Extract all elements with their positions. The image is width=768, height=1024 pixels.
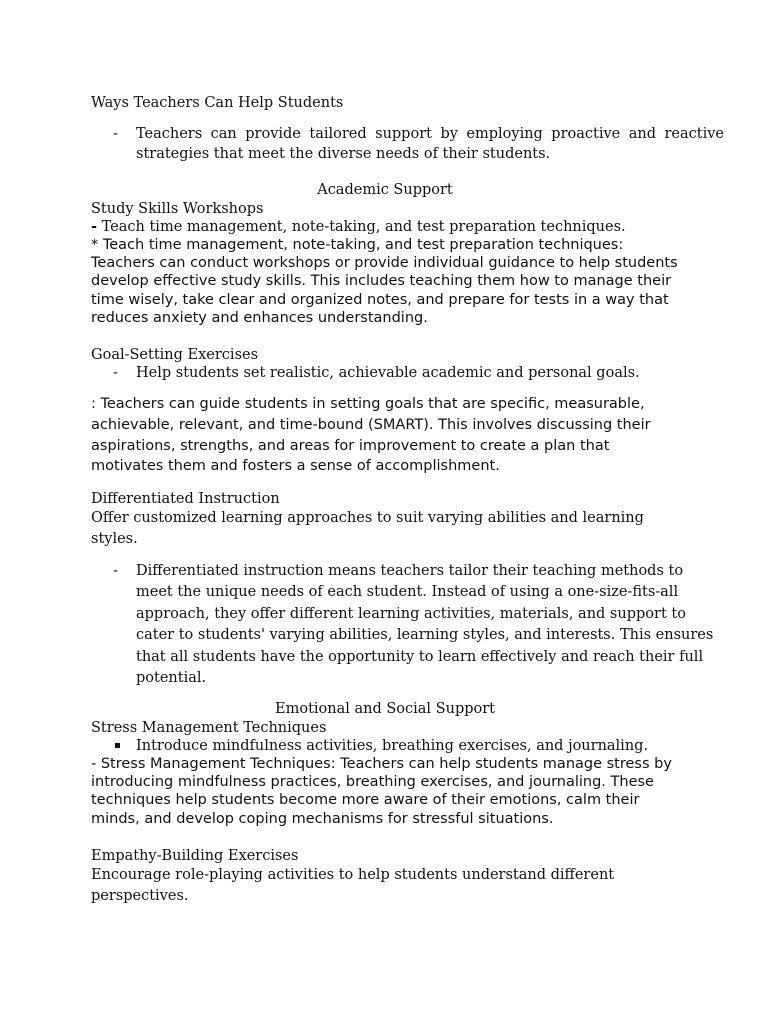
empathy-summary: Encourage role-playing activities to help students understand different perspectives. — [91, 867, 615, 904]
goal-setting-body: : Teachers can guide students in setting goals that are specific, measurable, achievable, relevant, and time-bound (SMART). This involves discussing their aspirations, strengths, and areas for improvement to create a plan that motivates them and fosters a sense of accomplishment. — [91, 396, 651, 475]
document-title: Ways Teachers Can Help Students — [91, 95, 344, 111]
stress-list-item — [91, 737, 724, 755]
emotional-support-heading: Emotional and Social Support — [275, 701, 495, 717]
intro-text: Teachers can provide tailored support by employing proactive and reactive strategies that meet the diverse needs of their students. — [136, 126, 724, 162]
stress-bullet-text: Introduce mindfulness activities, breathing exercises, and journaling. — [136, 738, 649, 754]
study-skills-body: * Teach time management, note-taking, and test preparation techniques: Teachers can conduct workshops or provide individual guidance to help students develop effective study skills. This includes teaching them how to manage their time wisely, take clear and organized notes, and prepare for tests in a way that reduces anxiety and enhances understanding. — [91, 237, 678, 326]
summary-text: Teach time management, note-taking, and test preparation techniques. — [97, 219, 626, 235]
study-skills-heading: Study Skills Workshops — [91, 201, 264, 217]
goal-setting-bullet-text: Help students set realistic, achievable academic and personal goals. — [136, 365, 640, 381]
summary-dash: - — [91, 219, 98, 235]
dash-marker: - — [113, 563, 118, 579]
empathy-heading: Empathy-Building Exercises — [91, 848, 299, 864]
differentiated-list-item — [91, 561, 724, 689]
dash-marker: - — [113, 365, 118, 381]
square-bullet-icon — [115, 743, 120, 748]
dash-marker: - — [113, 126, 118, 142]
academic-support-heading: Academic Support — [317, 182, 453, 198]
study-skills-summary — [91, 218, 679, 236]
goal-setting-list-item — [91, 364, 724, 383]
stress-heading: Stress Management Techniques — [91, 720, 327, 736]
differentiated-bullet-text: Differentiated instruction means teachers tailor their teaching methods to meet the unique needs of each student. Instead of using a one-size-fits-all approach, they offer different learning activities, materials, and support to cater to students' varying abilities, learning styles, and interests. This ensures that all students have the opportunity to learn effectively and reach their full potential. — [136, 563, 714, 687]
differentiated-summary: Offer customized learning approaches to suit varying abilities and learning styles. — [91, 510, 644, 547]
differentiated-heading: Differentiated Instruction — [91, 491, 280, 507]
intro-list-item — [91, 125, 724, 164]
goal-setting-heading: Goal-Setting Exercises — [91, 347, 259, 363]
stress-body: - Stress Management Techniques: Teachers can help students manage stress by introducing mindfulness practices, breathing exercises, and journaling. These techniques help students become more aware of their emotions, calm their minds, and develop coping mechanisms for stressful situations. — [91, 756, 672, 827]
